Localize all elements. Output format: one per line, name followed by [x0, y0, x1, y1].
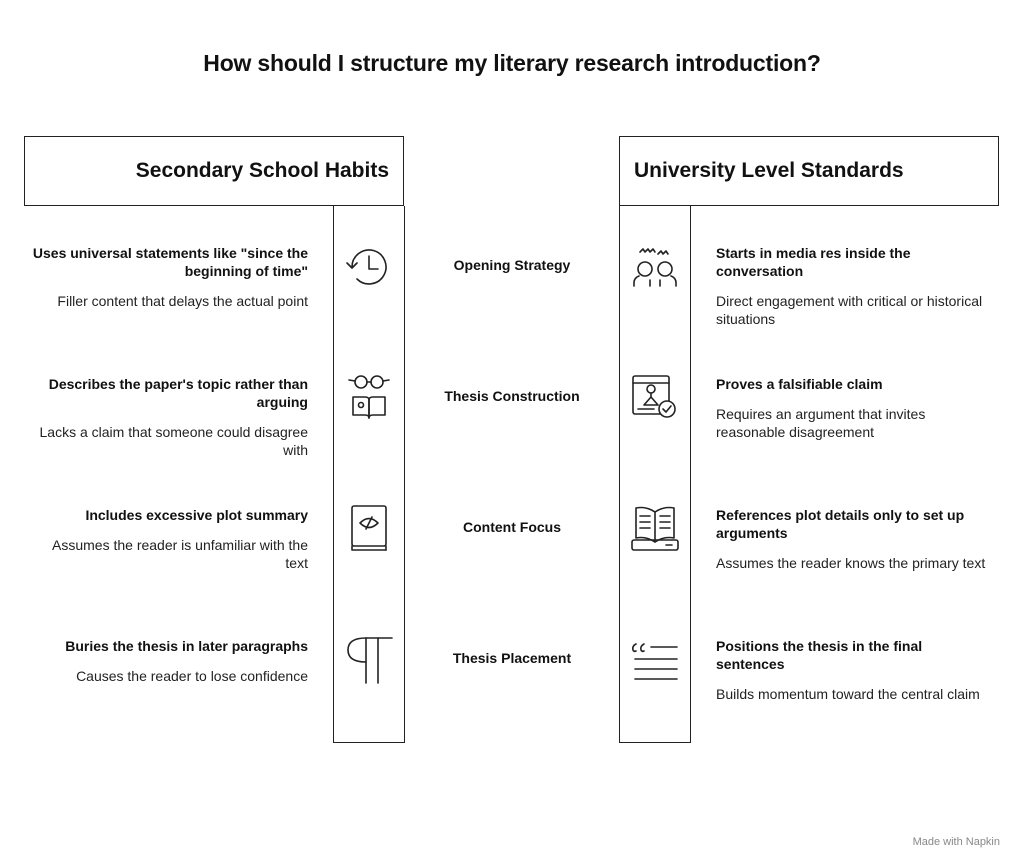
watermark-text: Made with Napkin	[912, 836, 1000, 848]
left-description: Filler content that delays the actual point	[57, 293, 308, 309]
right-header-label: University Level Standards	[634, 159, 904, 182]
right-description: Direct engagement with critical or historical situations	[716, 293, 983, 327]
left-heading: Includes excessive plot summary	[85, 507, 308, 523]
right-item-thesis-construction	[716, 375, 986, 441]
right-heading: Proves a falsifiable claim	[716, 376, 883, 392]
left-description: Lacks a claim that someone could disagree with	[39, 424, 308, 458]
left-description: Assumes the reader is unfamiliar with the text	[52, 537, 308, 571]
row-label-opening: Opening Strategy	[453, 257, 571, 273]
row-label-thesis-construction: Thesis Construction	[444, 388, 580, 404]
left-heading: Buries the thesis in later paragraphs	[65, 638, 308, 654]
right-description: Assumes the reader knows the primary text	[716, 555, 986, 571]
left-heading: Uses universal statements like "since the beginning of time"	[32, 245, 308, 279]
right-description: Requires an argument that invites reasonable disagreement	[716, 406, 926, 440]
left-item-thesis-placement	[30, 637, 308, 685]
glasses-book-icon	[344, 372, 394, 422]
pilcrow-icon	[344, 634, 394, 684]
page-title: How should I structure my literary research introduction?	[203, 50, 821, 76]
left-item-thesis-construction	[30, 375, 308, 459]
clock-rewind-icon	[344, 242, 394, 292]
napkin-watermark	[913, 836, 1000, 848]
left-item-opening	[30, 244, 308, 310]
right-item-content-focus	[716, 506, 986, 572]
open-book-icon	[630, 503, 680, 553]
right-item-thesis-placement	[716, 637, 986, 703]
document-check-icon	[630, 372, 680, 422]
right-heading: References plot details only to set up arguments	[716, 507, 965, 541]
left-header-label: Secondary School Habits	[135, 159, 389, 182]
row-label-thesis-placement: Thesis Placement	[452, 650, 572, 666]
right-heading: Positions the thesis in the final sentences	[716, 638, 923, 672]
people-conversation-icon	[630, 242, 680, 292]
closed-book-icon	[344, 503, 394, 553]
left-column-header	[24, 136, 404, 206]
left-item-content-focus	[30, 506, 308, 572]
row-label-content-focus: Content Focus	[463, 519, 561, 535]
right-description: Builds momentum toward the central claim	[716, 686, 980, 702]
left-heading: Describes the paper's topic rather than arguing	[48, 376, 308, 410]
right-item-opening	[716, 244, 986, 328]
quote-lines-icon	[630, 634, 680, 684]
left-description: Causes the reader to lose confidence	[76, 668, 308, 684]
right-heading: Starts in media res inside the conversation	[716, 245, 911, 279]
right-column-header	[619, 136, 999, 206]
